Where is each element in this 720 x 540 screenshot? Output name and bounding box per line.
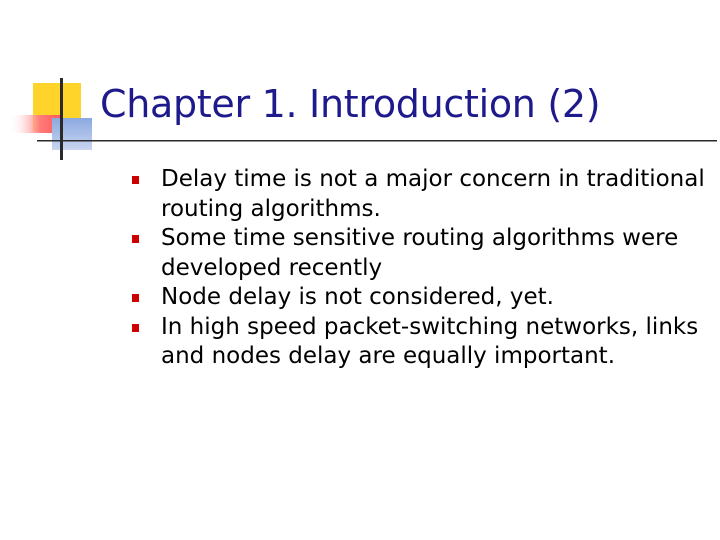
bullet-marker-icon	[132, 294, 139, 302]
deco-blue-square	[52, 118, 92, 150]
deco-vertical-line	[60, 78, 63, 160]
bullet-item	[132, 165, 717, 224]
bullet-text: Delay time is not a major concern in traditional routing algorithms.	[161, 166, 705, 222]
bullet-text: Some time sensitive routing algorithms were developed recently	[161, 225, 679, 281]
bullet-text: Node delay is not considered, yet.	[161, 284, 554, 310]
bullet-item	[132, 224, 717, 283]
bullet-marker-icon	[132, 324, 139, 332]
slide-title: Chapter 1. Introduction (2)	[100, 82, 601, 126]
deco-horizontal-line	[37, 140, 717, 142]
bullet-item	[132, 313, 717, 372]
bullet-item	[132, 283, 717, 313]
bullet-marker-icon	[132, 235, 139, 243]
bullet-list	[132, 165, 717, 372]
bullet-marker-icon	[132, 176, 139, 184]
bullet-text: In high speed packet-switching networks, links and nodes delay are equally important.	[161, 313, 699, 369]
